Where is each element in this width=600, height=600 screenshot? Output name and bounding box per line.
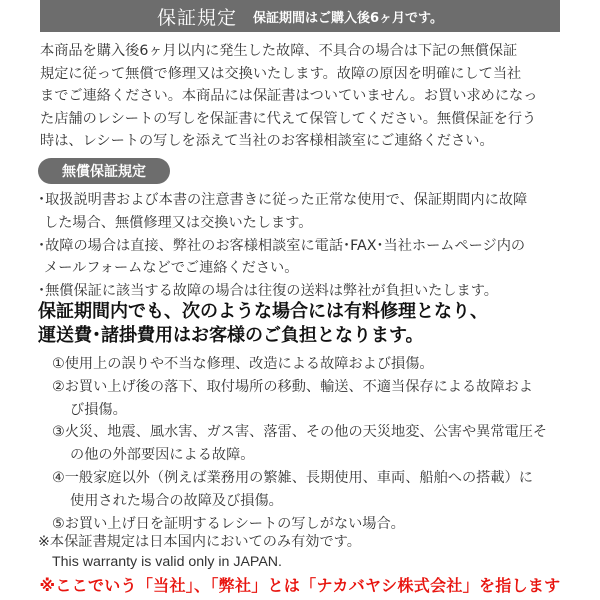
company-definition-note: ※ここでいう「当社」、「弊社」とは「ナカバヤシ株式会社」を指します <box>39 576 561 595</box>
paid-repair-list <box>52 353 572 535</box>
list-item: ①使用上の誤りや不当な修理、改造による故障および損傷。 <box>52 356 434 372</box>
header-subtitle: 保証期間はご購入後6ヶ月です。 <box>253 10 444 26</box>
validity-notes <box>38 532 568 572</box>
intro-line: た店舗のレシートの写しを保証書に代えて保管してください。無償保証を行う <box>40 110 537 127</box>
intro-paragraph <box>40 40 565 153</box>
list-item: ･取扱説明書および本書の注意書きに従った正常な使用で、保証期間内に故障 <box>38 192 528 208</box>
warranty-header <box>40 0 560 32</box>
list-item: した場合、無償修理又は交換いたします。 <box>44 214 313 231</box>
list-item: ⑤お買い上げ日を証明するレシートの写しがない場合。 <box>52 515 405 532</box>
intro-line: 本商品を購入後6ヶ月以内に発生した故障、不具合の場合は下記の無償保証 <box>40 43 518 59</box>
list-item: メールフォームなどでご連絡ください。 <box>44 260 299 277</box>
free-warranty-list <box>38 189 568 303</box>
list-item: ②お買い上げ後の落下、取付場所の移動、輸送、不適当保存による故障およ <box>52 378 533 395</box>
free-warranty-label: 無償保証規定 <box>38 158 170 184</box>
intro-line: 規定に従って無償で修理又は交換いたします。故障の原因を明確にして当社 <box>40 65 522 82</box>
list-item: び損傷。 <box>70 401 127 418</box>
list-item: ･無償保証に該当する故障の場合は往復の送料は弊社が負担いたします。 <box>38 283 498 300</box>
header-title: 保証規定 <box>156 6 237 29</box>
note-jp: ※本保証書規定は日本国内においてのみ有効です。 <box>38 534 361 550</box>
list-item: ･故障の場合は直接、弊社のお客様相談室に電話･FAX･当社ホームページ内の <box>38 237 526 254</box>
heading-line: 保証期間内でも、次のような場合には有料修理となり、 <box>38 301 488 322</box>
list-item: 使用された場合の故障及び損傷。 <box>70 492 283 509</box>
paid-repair-heading <box>38 300 568 348</box>
list-item: ④一般家庭以外（例えば業務用の繁雑、長期使用、車両、船舶への搭載）に <box>52 469 533 486</box>
intro-line: 時は、レシートの写しを添えて当社のお客様相談室にご連絡ください。 <box>40 133 494 149</box>
list-item: の他の外部要因による故障。 <box>70 447 255 464</box>
intro-line: までご連絡ください。本商品には保証書はついていません。お買い求めになっ <box>40 88 538 104</box>
note-en: This warranty is valid only in JAPAN. <box>52 554 282 570</box>
heading-line: 運送費･諸掛費用はお客様のご負担となります。 <box>38 325 424 346</box>
list-item: ③火災、地震、風水害、ガス害、落雷、その他の天災地変、公害や異常電圧そ <box>52 424 548 441</box>
